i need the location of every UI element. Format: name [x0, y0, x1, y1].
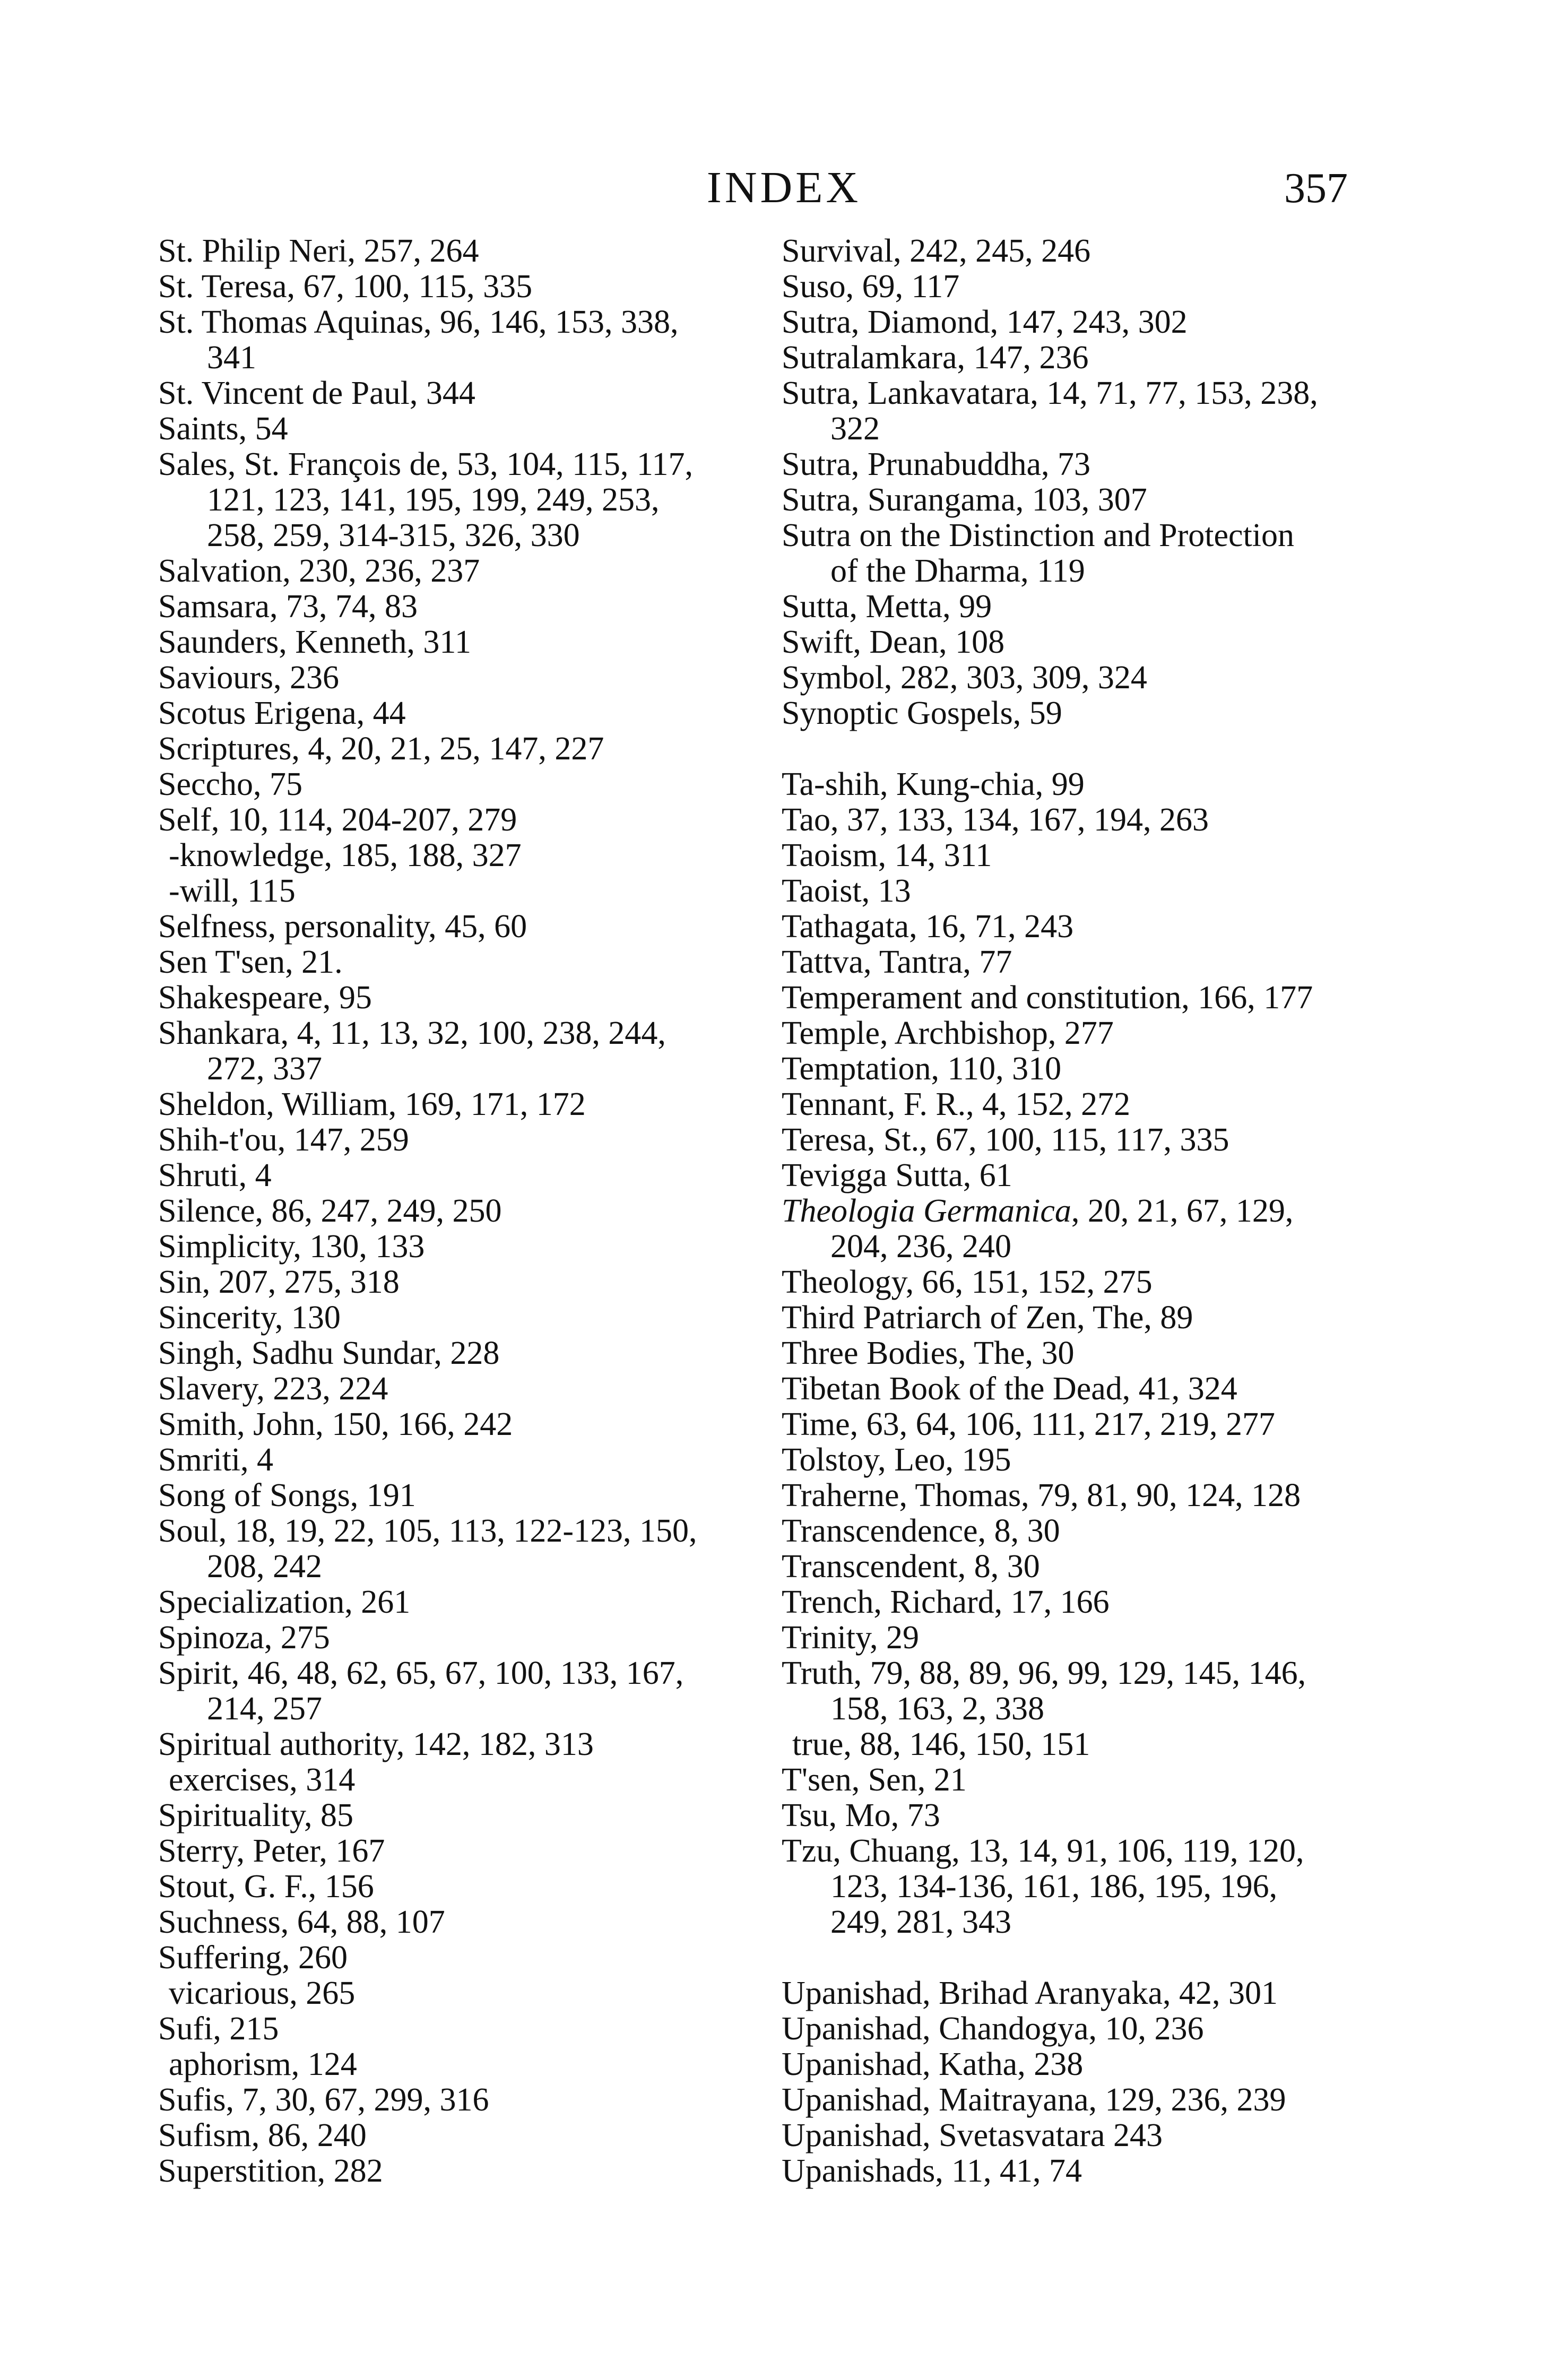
- index-entry: [158, 980, 763, 1016]
- index-entry: [158, 1798, 763, 1833]
- index-entry-line: Selfness, personality, 45, 60: [158, 909, 527, 945]
- index-entry: [158, 945, 763, 980]
- index-entry: [782, 447, 1408, 482]
- index-entry-line: St. Vincent de Paul, 344: [158, 375, 475, 411]
- index-entry-line: Scotus Erigena, 44: [158, 695, 406, 731]
- index-entry-line: Specialization, 261: [158, 1584, 411, 1620]
- index-entry-line: true, 88, 146, 150, 151: [792, 1726, 1090, 1762]
- index-entry-line: Taoist, 13: [782, 873, 911, 909]
- index-entry: [782, 2047, 1408, 2082]
- index-entry-line: Upanishad, Maitrayana, 129, 236, 239: [782, 2082, 1286, 2118]
- index-entry-line: Spiritual authority, 142, 182, 313: [158, 1726, 594, 1762]
- index-entry-line: exercises, 314: [169, 1762, 356, 1798]
- index-entry: [158, 2082, 763, 2118]
- index-entry-line: Sincerity, 130: [158, 1300, 341, 1336]
- index-entry-line: 158, 163, 2, 338: [830, 1691, 1044, 1727]
- index-entry-line: Saints, 54: [158, 411, 288, 447]
- page-number: 357: [1284, 165, 1348, 212]
- index-entry-line: Taoism, 14, 311: [782, 837, 992, 873]
- index-entry-line: Sutra on the Distinction and Protection: [782, 517, 1295, 553]
- index-entry: [782, 1265, 1408, 1300]
- index-entry: [782, 660, 1408, 696]
- index-entry-line: Temple, Archbishop, 277: [782, 1015, 1114, 1051]
- index-entry-line: Traherne, Thomas, 79, 81, 90, 124, 128: [782, 1477, 1301, 1513]
- index-entry-line: Tolstoy, Leo, 195: [782, 1442, 1011, 1478]
- index-entry: [158, 731, 763, 767]
- index-entry-line: Smith, John, 150, 166, 242: [158, 1406, 513, 1442]
- index-column-left: [158, 233, 763, 2189]
- index-entry-line: Tsu, Mo, 73: [782, 1797, 940, 1833]
- index-entry-line: -will, 115: [169, 873, 296, 909]
- index-entry: [782, 909, 1408, 945]
- index-entry-line: Sutra, Lankavatara, 14, 71, 77, 153, 238,: [782, 375, 1318, 411]
- index-entry: [782, 1371, 1408, 1407]
- index-entry: [158, 1620, 763, 1656]
- index-entry-line: Samsara, 73, 74, 83: [158, 589, 418, 625]
- index-entry: [158, 1336, 763, 1371]
- index-entry-line: Silence, 86, 247, 249, 250: [158, 1193, 502, 1229]
- index-entry: [158, 589, 763, 625]
- index-entry: [782, 1620, 1408, 1656]
- index-entry: [158, 1371, 763, 1407]
- index-entry-line: Sin, 207, 275, 318: [158, 1264, 400, 1300]
- index-entry-line: Song of Songs, 191: [158, 1477, 416, 1513]
- index-entry: [158, 767, 763, 802]
- index-entry: [782, 1762, 1408, 1798]
- index-subentry: [158, 873, 763, 909]
- index-entry-line: Symbol, 282, 303, 309, 324: [782, 660, 1147, 696]
- index-entry-line: Soul, 18, 19, 22, 105, 113, 122-123, 150,: [158, 1513, 697, 1549]
- index-entry: [782, 1656, 1408, 1727]
- index-entry-line: 341: [207, 340, 256, 376]
- index-entry: [158, 625, 763, 660]
- index-subentry: [158, 1976, 763, 2011]
- index-entry: [158, 411, 763, 447]
- index-entry-line: Trench, Richard, 17, 166: [782, 1584, 1110, 1620]
- index-entry: [158, 1940, 763, 1976]
- index-entry-line: Shruti, 4: [158, 1157, 272, 1193]
- index-entry-line: Tevigga Sutta, 61: [782, 1157, 1012, 1193]
- index-entry: [782, 873, 1408, 909]
- index-entry: [782, 1193, 1408, 1265]
- index-entry: [782, 482, 1408, 518]
- index-entry: [782, 2082, 1408, 2118]
- index-entry: [158, 1193, 763, 1229]
- index-entry-line: Self, 10, 114, 204-207, 279: [158, 802, 517, 838]
- index-entry-line: Theology, 66, 151, 152, 275: [782, 1264, 1153, 1300]
- index-entry: [782, 1122, 1408, 1158]
- index-entry-line: 258, 259, 314-315, 326, 330: [207, 517, 580, 553]
- index-entry-line: Tattva, Tantra, 77: [782, 944, 1012, 980]
- index-entry: [158, 1229, 763, 1265]
- index-entry: [782, 1513, 1408, 1549]
- index-entry: [782, 696, 1408, 731]
- index-entry-line: Upanishad, Katha, 238: [782, 2046, 1084, 2082]
- index-entry-line: Transcendence, 8, 30: [782, 1513, 1060, 1549]
- index-entry-line: 214, 257: [207, 1691, 322, 1727]
- index-entry: [782, 1833, 1408, 1940]
- index-entry-line: Shankara, 4, 11, 13, 32, 100, 238, 244,: [158, 1015, 666, 1051]
- index-entry-line: Theologia Germanica, 20, 21, 67, 129,: [782, 1193, 1294, 1229]
- index-entry-line: Sufi, 215: [158, 2011, 279, 2047]
- index-entry: [158, 802, 763, 838]
- index-entry-line: Ta-shih, Kung-chia, 99: [782, 766, 1085, 802]
- index-entry-line: Saviours, 236: [158, 660, 339, 696]
- index-entry: [158, 1442, 763, 1478]
- index-entry-line: Sheldon, William, 169, 171, 172: [158, 1086, 586, 1122]
- index-entry-line: Truth, 79, 88, 89, 96, 99, 129, 145, 146,: [782, 1655, 1306, 1691]
- index-entry: [782, 1087, 1408, 1122]
- index-entry-line: Sutralamkara, 147, 236: [782, 340, 1089, 376]
- index-entry: [158, 1158, 763, 1193]
- index-entry-line: Stout, G. F., 156: [158, 1869, 374, 1905]
- index-entry: [782, 767, 1408, 802]
- index-entry: [158, 2153, 763, 2189]
- index-entry-line: 121, 123, 141, 195, 199, 249, 253,: [207, 482, 660, 518]
- index-entry-line: Synoptic Gospels, 59: [782, 695, 1062, 731]
- index-entry-line: 249, 281, 343: [830, 1904, 1011, 1940]
- index-entry: [782, 1300, 1408, 1336]
- index-entry: [782, 269, 1408, 305]
- index-entry: [158, 1727, 763, 1762]
- index-entry: [782, 589, 1408, 625]
- index-entry-line: Simplicity, 130, 133: [158, 1229, 425, 1265]
- index-entry: [782, 1016, 1408, 1051]
- index-entry-line: Sales, St. François de, 53, 104, 115, 117,: [158, 446, 694, 482]
- index-entry: [158, 1478, 763, 1513]
- index-entry: [158, 1122, 763, 1158]
- index-entry: [158, 1833, 763, 1869]
- index-entry-line: Superstition, 282: [158, 2153, 383, 2189]
- index-entry: [782, 1549, 1408, 1585]
- index-entry: [158, 1905, 763, 1940]
- index-entry-line: St. Teresa, 67, 100, 115, 335: [158, 269, 533, 305]
- index-entry: [158, 909, 763, 945]
- index-entry-line: Time, 63, 64, 106, 111, 217, 219, 277: [782, 1406, 1276, 1442]
- index-entry: [158, 1869, 763, 1905]
- index-entry-line: Sen T'sen, 21.: [158, 944, 343, 980]
- index-entry: [782, 2011, 1408, 2047]
- index-entry-line: Slavery, 223, 224: [158, 1371, 388, 1407]
- index-entry-line: Seccho, 75: [158, 766, 303, 802]
- index-entry: [158, 1513, 763, 1585]
- index-entry: [158, 2118, 763, 2153]
- index-entry-line: 272, 337: [207, 1051, 322, 1087]
- index-entry: [782, 1336, 1408, 1371]
- index-entry-line: Tao, 37, 133, 134, 167, 194, 263: [782, 802, 1209, 838]
- index-entry: [782, 1976, 1408, 2011]
- index-entry: [158, 1087, 763, 1122]
- index-entry: [158, 1300, 763, 1336]
- index-entry: [158, 660, 763, 696]
- index-entry-line: Survival, 242, 245, 246: [782, 233, 1091, 269]
- index-entry: [782, 518, 1408, 589]
- index-entry-line: Salvation, 230, 236, 237: [158, 553, 480, 589]
- index-entry-line: T'sen, Sen, 21: [782, 1762, 967, 1798]
- index-entry-line: Tzu, Chuang, 13, 14, 91, 106, 119, 120,: [782, 1833, 1304, 1869]
- index-entry: [782, 376, 1408, 447]
- index-entry-line: Temptation, 110, 310: [782, 1051, 1062, 1087]
- index-entry-line: Singh, Sadhu Sundar, 228: [158, 1335, 500, 1371]
- index-entry-line: St. Thomas Aquinas, 96, 146, 153, 338,: [158, 304, 679, 340]
- index-subentry: [158, 2047, 763, 2082]
- index-subentry: [158, 838, 763, 873]
- index-entry-line: Suso, 69, 117: [782, 269, 960, 305]
- index-entry-line: Upanishad, Chandogya, 10, 236: [782, 2011, 1204, 2047]
- index-entry-line: Third Patriarch of Zen, The, 89: [782, 1300, 1193, 1336]
- index-entry-line: Tibetan Book of the Dead, 41, 324: [782, 1371, 1237, 1407]
- index-entry-line: Spinoza, 275: [158, 1620, 330, 1656]
- index-entry: [158, 269, 763, 305]
- index-entry-line: 208, 242: [207, 1549, 322, 1585]
- index-entry-line: -knowledge, 185, 188, 327: [169, 837, 522, 873]
- index-entry: [158, 1585, 763, 1620]
- index-entry-line: Three Bodies, The, 30: [782, 1335, 1075, 1371]
- index-entry: [158, 1407, 763, 1442]
- index-entry-line: Suffering, 260: [158, 1940, 348, 1976]
- section-gap: [782, 1940, 1408, 1976]
- index-entry-line: Shih-t'ou, 147, 259: [158, 1122, 409, 1158]
- index-entry-line: Sutta, Metta, 99: [782, 589, 992, 625]
- index-entry-line: Trinity, 29: [782, 1620, 919, 1656]
- index-entry-line: Sutra, Surangama, 103, 307: [782, 482, 1147, 518]
- index-entry-line: St. Philip Neri, 257, 264: [158, 233, 479, 269]
- index-entry: [782, 945, 1408, 980]
- index-entry-line: Upanishad, Brihad Aranyaka, 42, 301: [782, 1975, 1278, 2011]
- index-entry: [782, 1051, 1408, 1087]
- index-entry: [782, 1585, 1408, 1620]
- index-entry: [782, 625, 1408, 660]
- index-entry-line: Sutra, Prunabuddha, 73: [782, 446, 1091, 482]
- index-entry: [782, 1158, 1408, 1193]
- index-entry: [782, 802, 1408, 838]
- index-entry: [158, 696, 763, 731]
- index-entry-line: aphorism, 124: [169, 2046, 357, 2082]
- index-entry-line: Teresa, St., 67, 100, 115, 117, 335: [782, 1122, 1229, 1158]
- index-entry-line: Sterry, Peter, 167: [158, 1833, 385, 1869]
- index-entry: [782, 340, 1408, 376]
- index-entry: [158, 2011, 763, 2047]
- index-entry-line: Upanishad, Svetasvatara 243: [782, 2117, 1163, 2153]
- index-entry-line: Smriti, 4: [158, 1442, 274, 1478]
- index-entry-line: Sutra, Diamond, 147, 243, 302: [782, 304, 1188, 340]
- index-entry-line: Upanishads, 11, 41, 74: [782, 2153, 1082, 2189]
- index-entry: [158, 305, 763, 376]
- index-entry: [782, 2118, 1408, 2153]
- index-entry: [158, 553, 763, 589]
- index-entry-line: 204, 236, 240: [830, 1229, 1011, 1265]
- index-column-right: [782, 233, 1408, 2189]
- index-entry: [158, 233, 763, 269]
- index-entry: [158, 376, 763, 411]
- index-entry-line: Saunders, Kenneth, 311: [158, 624, 472, 660]
- index-entry-line: of the Dharma, 119: [830, 553, 1085, 589]
- index-entry: [782, 2153, 1408, 2189]
- index-entry: [782, 1798, 1408, 1833]
- index-entry: [782, 305, 1408, 340]
- index-entry-line: Sufis, 7, 30, 67, 299, 316: [158, 2082, 489, 2118]
- index-entry-line: Sufism, 86, 240: [158, 2117, 367, 2153]
- index-entry-line: Transcendent, 8, 30: [782, 1549, 1040, 1585]
- index-entry-line: Swift, Dean, 108: [782, 624, 1005, 660]
- index-entry-line: Spirit, 46, 48, 62, 65, 67, 100, 133, 167,: [158, 1655, 684, 1691]
- index-entry-line: 123, 134-136, 161, 186, 195, 196,: [830, 1869, 1278, 1905]
- index-entry: [782, 838, 1408, 873]
- index-entry: [782, 1407, 1408, 1442]
- index-entry: [158, 1016, 763, 1087]
- section-gap: [782, 731, 1408, 767]
- index-entry-line: Temperament and constitution, 166, 177: [782, 980, 1313, 1016]
- index-entry-line: Spirituality, 85: [158, 1797, 353, 1833]
- index-subentry: [158, 1762, 763, 1798]
- index-entry-line: 322: [830, 411, 880, 447]
- index-entry: [782, 1478, 1408, 1513]
- index-entry-line: Tennant, F. R., 4, 152, 272: [782, 1086, 1131, 1122]
- index-entry: [158, 1265, 763, 1300]
- index-entry: [158, 447, 763, 553]
- index-entry-line: Tathagata, 16, 71, 243: [782, 909, 1074, 945]
- index-entry: [782, 1442, 1408, 1478]
- index-entry: [158, 1656, 763, 1727]
- page-title: INDEX: [706, 163, 862, 212]
- index-subentry: [782, 1727, 1408, 1762]
- index-entry-line: Shakespeare, 95: [158, 980, 372, 1016]
- index-entry-line: vicarious, 265: [169, 1975, 356, 2011]
- index-entry-line: Scriptures, 4, 20, 21, 25, 147, 227: [158, 731, 604, 767]
- index-entry-line: Suchness, 64, 88, 107: [158, 1904, 445, 1940]
- index-entry: [782, 980, 1408, 1016]
- index-entry: [782, 233, 1408, 269]
